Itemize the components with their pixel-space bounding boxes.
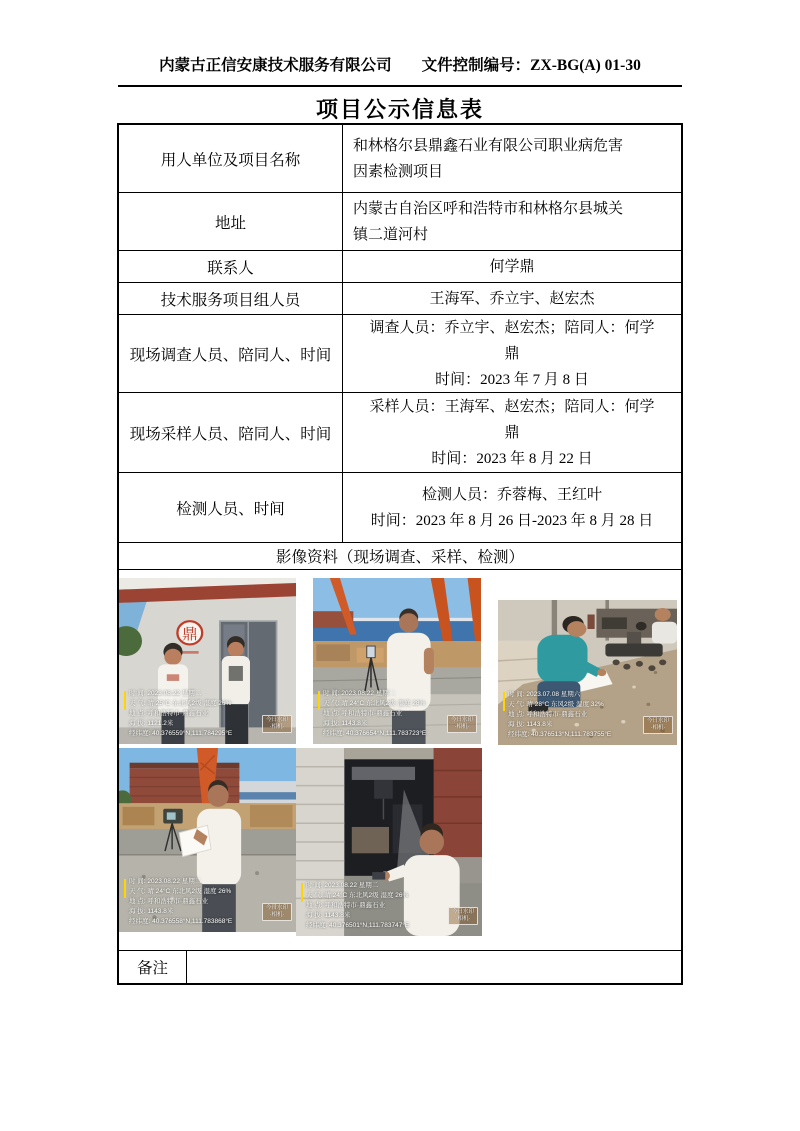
watermark-location: 地 点: 呼和浩特市·鼎鑫石业 [508, 710, 588, 718]
watermark-coordinates: 经纬度: 40.376558°N,111.783868°E [129, 917, 233, 925]
watermark-altitude: 海 拔: 1143.8米 [323, 719, 368, 727]
watermark-coordinates: 经纬度: 40.376559°N,111.784295°E [129, 729, 233, 737]
company-name: 内蒙古正信安康技术服务有限公司 [159, 57, 392, 74]
document-header [118, 53, 682, 75]
photo-evidence-area [119, 569, 681, 950]
watermark-weather: 天 气: 晴 28°C 东风2级 湿度 32% [508, 700, 604, 708]
stone-company-logo-char: 鼎 [181, 626, 198, 643]
value-line: 时间：2023 年 7 月 8 日 [435, 371, 589, 388]
watermark-location: 地 点: 呼和浩特市·鼎鑫石业 [129, 897, 209, 905]
value-line: 鼎 [504, 345, 520, 362]
row-value [343, 473, 681, 542]
row-label: 现场调查人员、陪同人、时间 [119, 315, 343, 392]
table-row-address [119, 192, 681, 250]
watermark-app-badge [447, 715, 477, 733]
photo-sampling-documents [119, 748, 296, 932]
watermark-altitude: 海 拔: 1121.2米 [129, 719, 174, 727]
badge-subtitle: ·相机· [455, 916, 471, 923]
project-info-table [117, 123, 683, 985]
table-row-site-survey [119, 314, 681, 392]
value-line: 因素检测项目 [353, 163, 444, 180]
table-row-contact [119, 250, 681, 282]
photo-watermark [124, 689, 232, 739]
page-title: 项目公示信息表 [315, 97, 484, 122]
table-row-site-sampling [119, 392, 681, 472]
badge-title: 今日水印 [450, 717, 473, 724]
value-line: 时间：2023 年 8 月 22 日 [431, 450, 593, 467]
watermark-time: 时 间: 2023.08.22 星期二 [129, 689, 202, 697]
badge-title: 今日水印 [265, 717, 288, 724]
watermark-weather: 天 气: 晴 25°C 东北风2级 湿度 26% [129, 699, 232, 707]
photo-watermark [124, 877, 232, 927]
badge-subtitle: ·相机· [269, 724, 285, 731]
row-value [343, 193, 681, 250]
table-row-project-team [119, 282, 681, 314]
photo-watermark [503, 690, 611, 740]
watermark-location: 地 点: 呼和浩特市·鼎鑫石业 [306, 901, 386, 909]
watermark-time: 时 间: 2023.07.08 星期六 [508, 690, 581, 698]
watermark-coordinates: 经纬度: 40.376654°N,111.783723°E [323, 729, 427, 737]
value-line: 检测人员：乔蓉梅、王红叶 [421, 486, 602, 503]
value-line: 时间：2023 年 8 月 26 日-2023 年 8 月 28 日 [370, 512, 654, 529]
watermark-altitude: 海 拔: 1143.8米 [129, 907, 174, 915]
row-value [343, 125, 681, 192]
row-label: 地址 [119, 193, 343, 250]
badge-title: 今日水印 [451, 909, 474, 916]
watermark-weather: 天 气: 晴 24°C 东北风2级 湿度 26% [306, 891, 409, 899]
badge-subtitle: ·相机· [650, 725, 666, 732]
row-label: 用人单位及项目名称 [119, 125, 343, 192]
photo-watermark [301, 881, 409, 931]
row-value [343, 315, 681, 392]
photo-survey-recording [498, 600, 677, 745]
value-line: 镇二道河村 [353, 226, 429, 243]
watermark-time: 时 间: 2023.08.22 星期二 [129, 877, 202, 885]
row-value [343, 283, 681, 314]
value-line: 鼎 [504, 424, 520, 441]
badge-title: 今日水印 [646, 718, 669, 725]
photo-workshop-detection [296, 748, 482, 936]
doc-control-number: 文件控制编号：ZX-BG(A) 01-30 [421, 57, 641, 74]
watermark-time: 时 间: 2023.08.22 星期二 [323, 689, 396, 697]
watermark-app-badge [262, 715, 292, 733]
row-label: 检测人员、时间 [119, 473, 343, 542]
watermark-altitude: 海 拔: 1143.8米 [306, 911, 351, 919]
table-row-employer-project [119, 125, 681, 192]
value-line: 王海军、乔立宇、赵宏杰 [429, 290, 595, 307]
photo-stone-yard-sampling [313, 578, 481, 744]
photo-watermark [318, 689, 426, 739]
value-line: 调查人员：乔立宇、赵宏杰；陪同人：何学 [369, 319, 655, 336]
badge-subtitle: ·相机· [454, 724, 470, 731]
watermark-altitude: 海 拔: 1143.8米 [508, 720, 553, 728]
value-line: 和林格尔县鼎鑫石业有限公司职业病危害 [353, 137, 624, 154]
row-value [343, 393, 681, 472]
watermark-location: 地 点: 呼和浩特市·鼎鑫石业 [323, 709, 403, 717]
row-label: 现场采样人员、陪同人、时间 [119, 393, 343, 472]
row-label: 联系人 [119, 251, 343, 282]
watermark-app-badge [643, 716, 673, 734]
watermark-coordinates: 经纬度: 40.376501°N,111.783747°E [306, 921, 410, 929]
media-section-title: 影像资料（现场调查、采样、检测） [275, 549, 524, 566]
row-value [343, 251, 681, 282]
badge-subtitle: ·相机· [269, 912, 285, 919]
watermark-location: 地 点: 呼和浩特市·鼎鑫石业 [129, 709, 209, 717]
value-line: 采样人员：王海军、赵宏杰；陪同人：何学 [369, 398, 655, 415]
value-line: 内蒙古自治区呼和浩特市和林格尔县城关 [353, 200, 624, 217]
media-section-header [119, 542, 681, 569]
watermark-weather: 天 气: 晴 24°C 东北风2级 湿度 28% [323, 699, 426, 707]
remark-label: 备注 [119, 951, 187, 983]
table-row-detection [119, 472, 681, 542]
watermark-app-badge [262, 903, 292, 921]
table-row-remark [119, 950, 681, 983]
watermark-time: 时 间: 2023.08.22 星期二 [306, 881, 379, 889]
remark-value [187, 951, 681, 983]
watermark-weather: 天 气: 晴 24°C 东北风2级 湿度 26% [129, 887, 232, 895]
watermark-app-badge [448, 907, 478, 925]
watermark-coordinates: 经纬度: 40.376513°N,111.783755°E [508, 730, 612, 738]
value-line: 何学鼎 [489, 258, 535, 275]
row-label: 技术服务项目组人员 [119, 283, 343, 314]
badge-title: 今日水印 [265, 905, 288, 912]
header-divider [118, 85, 682, 87]
photo-factory-entrance [119, 578, 296, 744]
